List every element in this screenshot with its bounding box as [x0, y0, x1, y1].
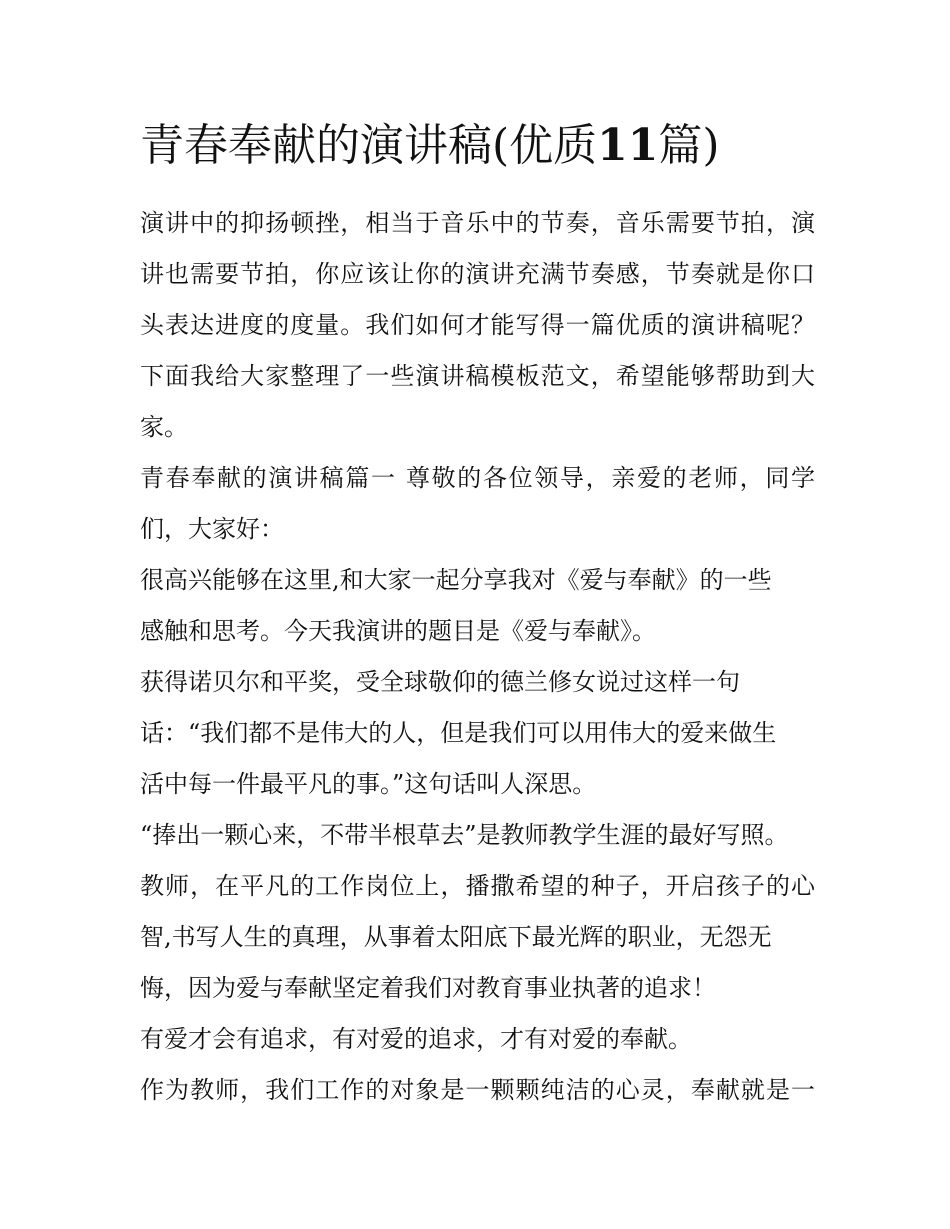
document-body [140, 198, 815, 1116]
body-line: 作为教师，我们工作的对象是一颗颗纯洁的心灵，奉献就是一 [140, 1076, 815, 1104]
body-line: 话：“我们都不是伟大的人，但是我们可以用伟大的爱来做生 [140, 719, 777, 747]
body-line: 演讲中的抑扬顿挫，相当于音乐中的节奏，音乐需要节拍，演 [140, 209, 815, 237]
title-suffix: 篇) [658, 120, 720, 171]
body-line: “捧出一颗心来，不带半根草去”是教师教学生涯的最好写照。 [140, 821, 789, 849]
body-line: 很高兴能够在这里,和大家一起分享我对《爱与奉献》的一些 [140, 566, 772, 594]
body-line: 们，大家好： [140, 515, 284, 543]
body-line: 下面我给大家整理了一些演讲稿模板范文，希望能够帮助到大 [140, 362, 815, 390]
body-line: 家。 [140, 413, 188, 441]
title-prefix: 青春奉献的演讲稿(优质 [140, 120, 598, 171]
body-line: 讲也需要节拍，你应该让你的演讲充满节奏感，节奏就是你口 [140, 260, 815, 288]
body-line: 有爱才会有追求，有对爱的追求，才有对爱的奉献。 [140, 1025, 692, 1053]
title-number: 11 [597, 120, 659, 171]
document-title [140, 114, 840, 178]
body-line: 青春奉献的演讲稿篇一 尊敬的各位领导，亲爱的老师，同学 [140, 464, 815, 492]
body-line: 智,书写人生的真理，从事着太阳底下最光辉的职业，无怨无 [140, 923, 772, 951]
body-line: 悔，因为爱与奉献坚定着我们对教育事业执著的追求！ [140, 974, 716, 1002]
body-line: 教师，在平凡的工作岗位上，播撒希望的种子，开启孩子的心 [140, 872, 815, 900]
body-line: 获得诺贝尔和平奖，受全球敬仰的德兰修女说过这样一句 [140, 668, 740, 696]
body-line: 头表达进度的度量。我们如何才能写得一篇优质的演讲稿呢？ [140, 311, 815, 339]
body-line: 活中每一件最平凡的事。”这句话叫人深思。 [140, 770, 597, 798]
body-line: 感触和思考。今天我演讲的题目是《爱与奉献》。 [140, 617, 656, 645]
